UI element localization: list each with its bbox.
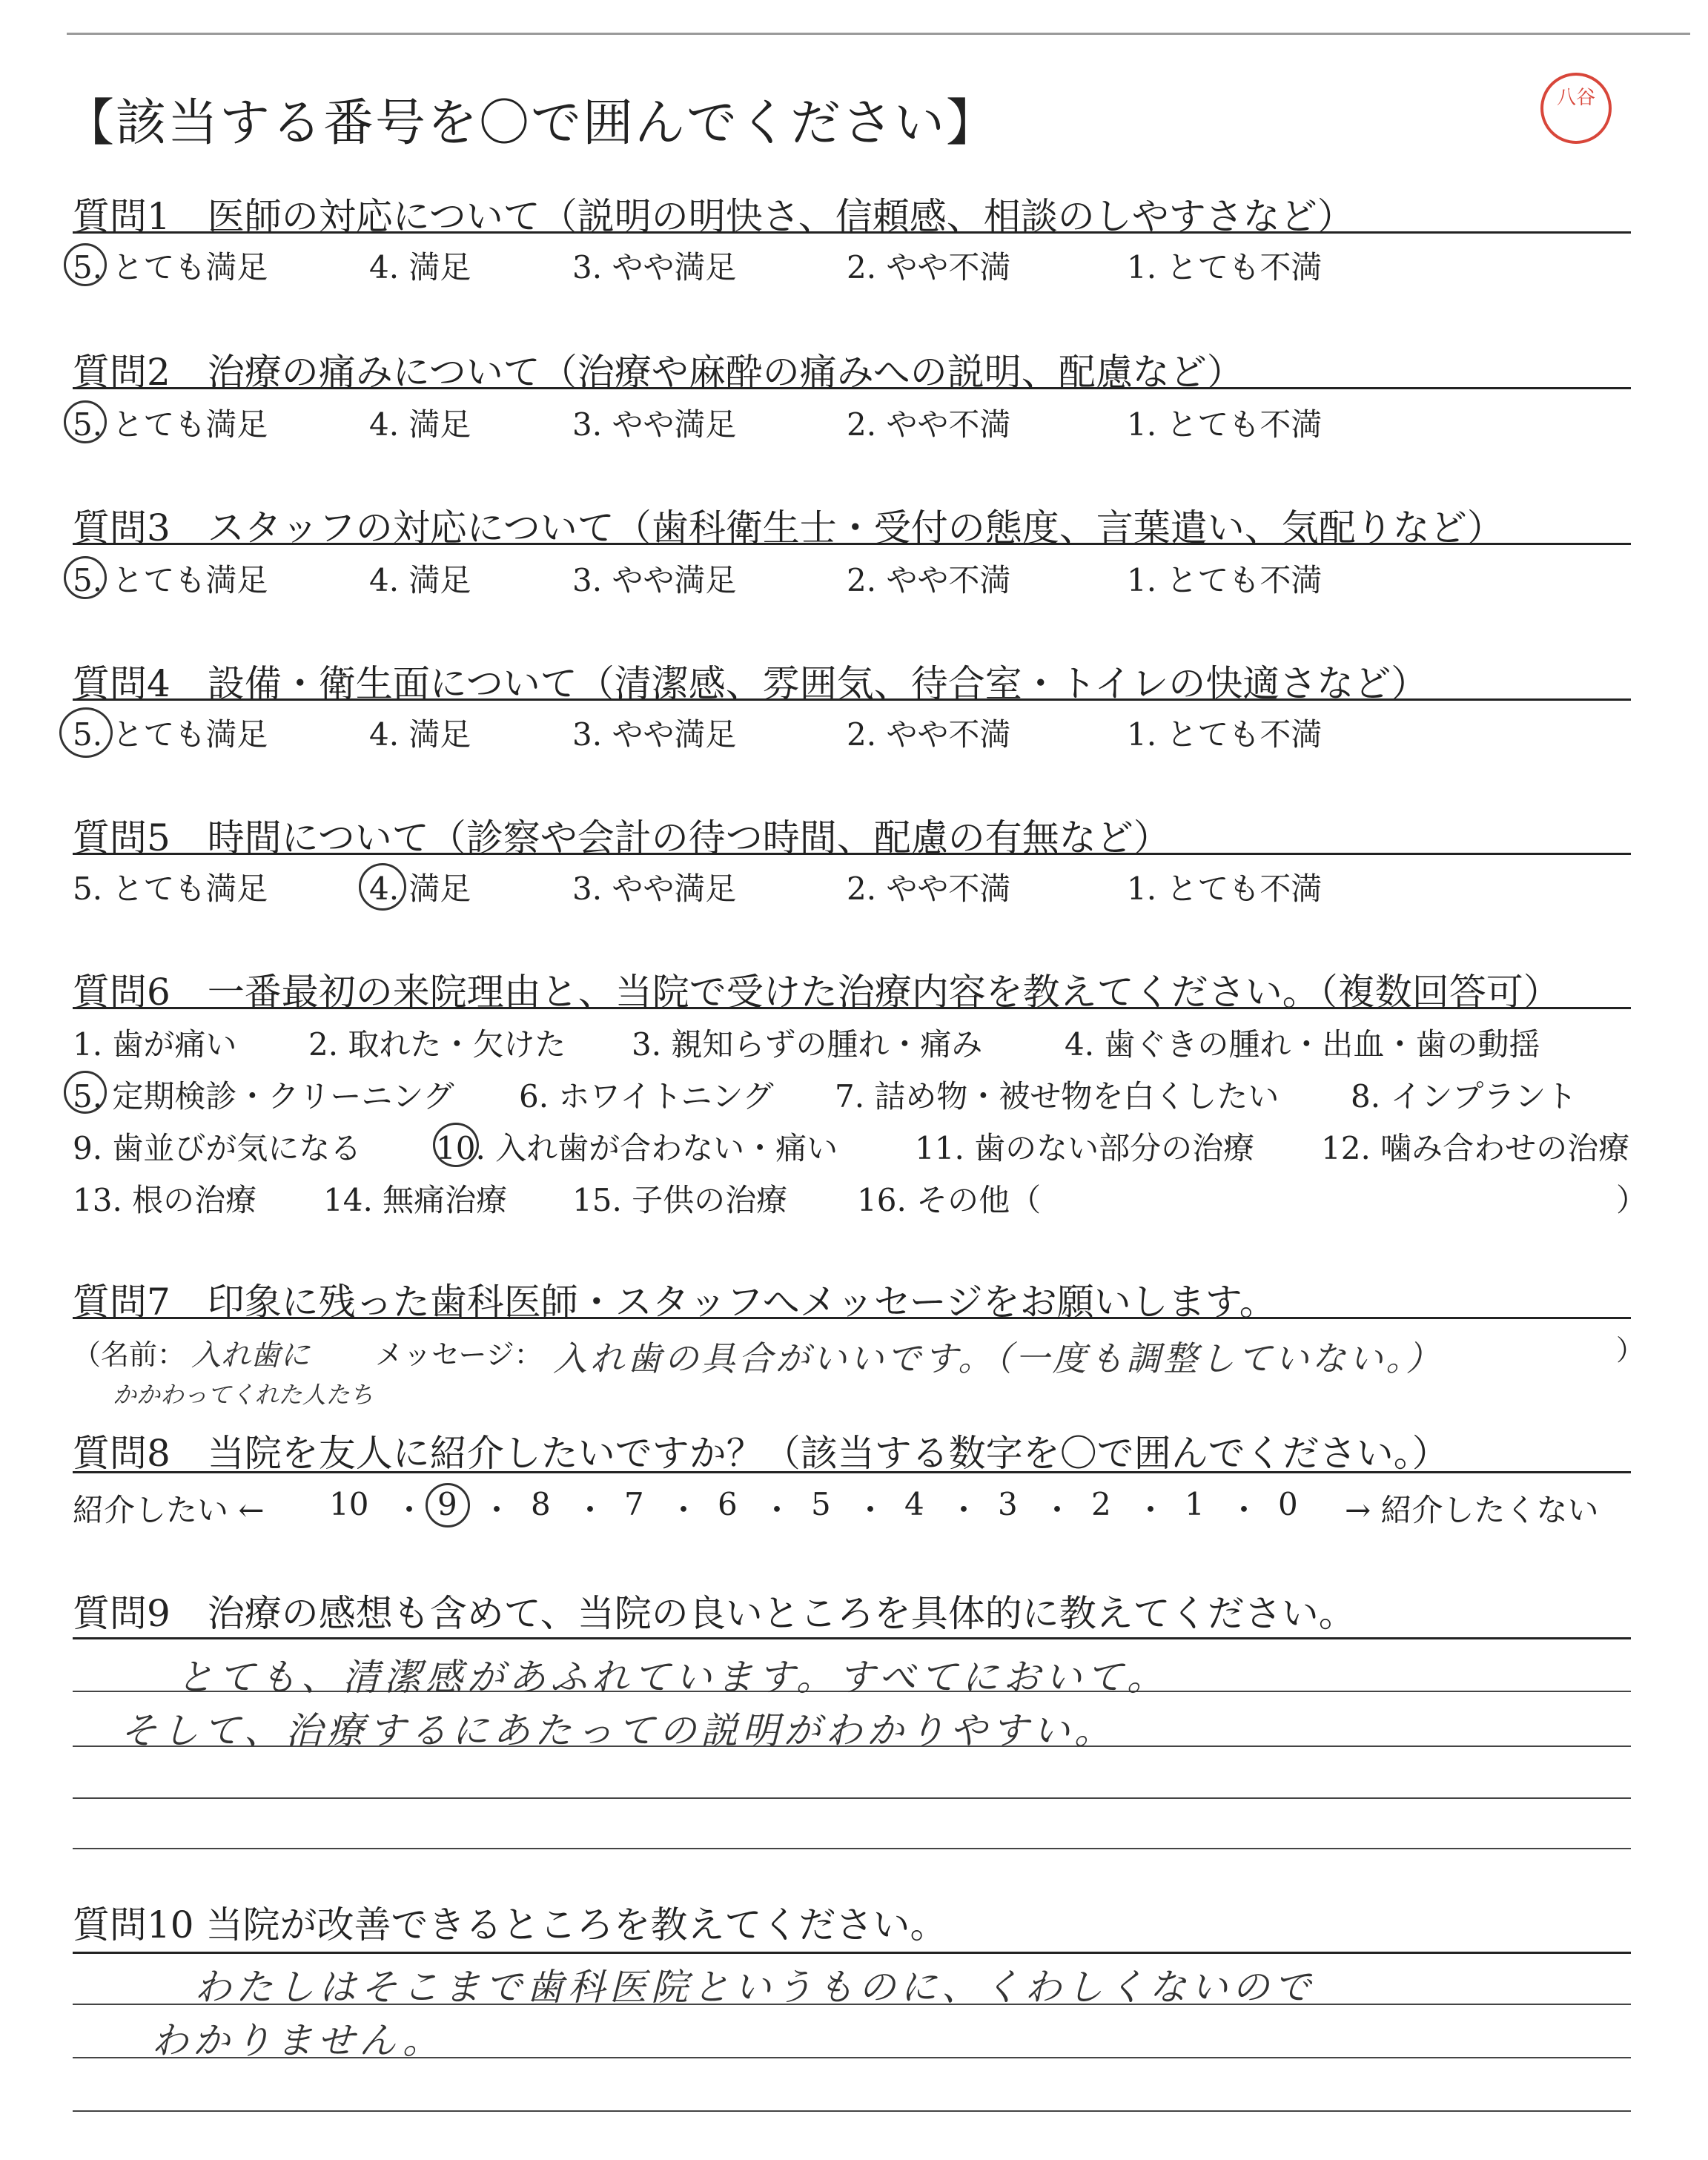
q3-selection-circle (64, 556, 107, 599)
q6-option-15[interactable]: 15. 子供の治療 (572, 1182, 788, 1218)
q9-answer-line-4 (73, 1848, 1631, 1849)
q6-option-5[interactable]: 5. 定期検診・クリーニング (73, 1078, 454, 1114)
question-2-rule (73, 387, 1631, 389)
q2-selection-circle (64, 400, 107, 443)
q6-option-2[interactable]: 2. 取れた・欠けた (308, 1026, 566, 1063)
q8-scale-0[interactable]: 0 (1278, 1486, 1298, 1522)
q9-handwritten-answer-2: そして、治療するにあたっての説明がわかりやすい。 (120, 1709, 1116, 1752)
question-3-title: 質問3 スタッフの対応について（歯科衛生士・受付の態度、言葉遣い、気配りなど） (73, 506, 1504, 549)
q10-handwritten-answer-1: わたしはそこまで歯科医院というものに、くわしくないので (194, 1966, 1315, 2009)
q7-name-handwritten-2: かかわってくれた人たち (113, 1381, 374, 1409)
approval-stamp: 八谷 (1540, 73, 1612, 144)
q7-close-paren: ） (1616, 1334, 1645, 1367)
q1-option-5[interactable]: 5. とても満足 (73, 249, 268, 285)
q7-message-label: メッセージ： (375, 1338, 543, 1371)
question-9-title: 質問9 治療の感想も含めて、当院の良いところを具体的に教えてください。 (73, 1592, 1356, 1635)
q8-right-label: → 紹介したくない (1345, 1492, 1599, 1528)
q10-handwritten-answer-2: わかりません。 (151, 2019, 444, 2062)
q4-option-4[interactable]: 4. 満足 (369, 716, 471, 753)
q1-option-2[interactable]: 2. やや不満 (847, 249, 1011, 285)
q8-scale-7[interactable]: 7 (624, 1486, 644, 1522)
question-10-title: 質問10 当院が改善できるところを教えてください。 (73, 1903, 947, 1946)
question-5-rule (73, 853, 1631, 855)
q4-option-5[interactable]: 5. とても満足 (73, 716, 268, 753)
q6-option-16[interactable]: 16. その他（ (857, 1182, 1042, 1218)
q6-option-14[interactable]: 14. 無痛治療 (323, 1182, 508, 1218)
q4-option-2[interactable]: 2. やや不満 (847, 716, 1011, 753)
q8-scale-3[interactable]: 3 (998, 1486, 1018, 1522)
q8-scale-1[interactable]: 1 (1185, 1486, 1205, 1522)
page-title: 【該当する番号を〇で囲んでください】 (64, 94, 999, 153)
q2-option-2[interactable]: 2. やや不満 (847, 406, 1011, 443)
question-6-title: 質問6 一番最初の来院理由と、当院で受けた治療内容を教えてください。（複数回答可） (73, 971, 1560, 1014)
question-9-rule (73, 1637, 1631, 1639)
q5-option-2[interactable]: 2. やや不満 (847, 871, 1011, 907)
q5-option-1[interactable]: 1. とても不満 (1127, 871, 1323, 907)
q8-scale-4[interactable]: 4 (904, 1486, 924, 1522)
question-8-rule (73, 1471, 1631, 1473)
q8-left-label: 紹介したい ← (73, 1492, 265, 1528)
q6-option-8[interactable]: 8. インプラント (1351, 1078, 1578, 1114)
question-1-rule (73, 231, 1631, 234)
q7-name-handwritten: 入れ歯に (191, 1338, 310, 1373)
q8-scale-6[interactable]: 6 (718, 1486, 738, 1522)
q3-option-2[interactable]: 2. やや不満 (847, 562, 1011, 598)
q9-handwritten-answer-1: とても、清潔感があふれています。すべてにおいて。 (176, 1656, 1168, 1699)
q10-answer-line-3 (73, 2110, 1631, 2112)
q8-scale-10[interactable]: 10 (329, 1486, 369, 1522)
q5-option-4[interactable]: 4. 満足 (369, 871, 471, 907)
q3-option-4[interactable]: 4. 満足 (369, 562, 471, 598)
q6-other-close-paren: ） (1616, 1182, 1648, 1218)
q8-scale-9[interactable]: 9 (437, 1486, 457, 1522)
q7-message-handwritten: 入れ歯の具合がいいです。（一度も調整していない。） (553, 1338, 1443, 1378)
q4-option-1[interactable]: 1. とても不満 (1127, 716, 1323, 753)
q6-option-4[interactable]: 4. 歯ぐきの腫れ・出血・歯の動揺 (1065, 1026, 1540, 1063)
q6-option-3[interactable]: 3. 親知らずの腫れ・痛み (632, 1026, 983, 1063)
question-4-rule (73, 698, 1631, 701)
q6-option-13[interactable]: 13. 根の治療 (73, 1182, 257, 1218)
q2-option-4[interactable]: 4. 満足 (369, 406, 471, 443)
q8-scale-5[interactable]: 5 (811, 1486, 831, 1522)
question-6-rule (73, 1007, 1631, 1009)
question-7-rule (73, 1317, 1631, 1319)
question-3-rule (73, 543, 1631, 545)
q3-option-3[interactable]: 3. やや満足 (572, 562, 737, 598)
q8-scale-8[interactable]: 8 (531, 1486, 551, 1522)
top-border (67, 33, 1690, 35)
question-7-title: 質問7 印象に残った歯科医師・スタッフへメッセージをお願いします。 (73, 1281, 1277, 1324)
q6-selection-circle-10 (433, 1123, 479, 1167)
q5-option-5[interactable]: 5. とても満足 (73, 871, 268, 907)
q6-option-7[interactable]: 7. 詰め物・被せ物を白くしたい (835, 1078, 1280, 1114)
q6-option-9[interactable]: 9. 歯並びが気になる (73, 1130, 362, 1166)
question-8-title: 質問8 当院を友人に紹介したいですか？（該当する数字を〇で囲んでください。） (73, 1432, 1449, 1475)
q1-selection-circle (64, 243, 107, 286)
q3-option-1[interactable]: 1. とても不満 (1127, 562, 1323, 598)
question-5-title: 質問5 時間について（診察や会計の待つ時間、配慮の有無など） (73, 816, 1171, 859)
question-4-title: 質問4 設備・衛生面について（清潔感、雰囲気、待合室・トイレの快適さなど） (73, 662, 1429, 705)
question-2-title: 質問2 治療の痛みについて（治療や麻酔の痛みへの説明、配慮など） (73, 351, 1244, 394)
q6-option-12[interactable]: 12. 噛み合わせの治療 (1321, 1130, 1630, 1166)
q7-name-label: （名前： (73, 1338, 186, 1371)
q4-option-3[interactable]: 3. やや満足 (572, 716, 737, 753)
q5-selection-circle (359, 863, 406, 911)
q8-scale-2[interactable]: 2 (1091, 1486, 1111, 1522)
question-1-title: 質問1 医師の対応について（説明の明快さ、信頼感、相談のしやすさなど） (73, 195, 1354, 238)
q1-option-3[interactable]: 3. やや満足 (572, 249, 737, 285)
q2-option-3[interactable]: 3. やや満足 (572, 406, 737, 443)
q1-option-4[interactable]: 4. 満足 (369, 249, 471, 285)
q6-option-11[interactable]: 11. 歯のない部分の治療 (915, 1130, 1255, 1166)
q8-selection-circle (426, 1483, 470, 1527)
q6-selection-circle-5 (64, 1071, 107, 1114)
q2-option-1[interactable]: 1. とても不満 (1127, 406, 1323, 443)
q9-answer-line-3 (73, 1797, 1631, 1799)
question-10-rule (73, 1952, 1631, 1954)
q5-option-3[interactable]: 3. やや満足 (572, 871, 737, 907)
q6-option-10[interactable]: 10. 入れ歯が合わない・痛い (436, 1130, 838, 1166)
q2-option-5[interactable]: 5. とても満足 (73, 406, 268, 443)
q1-option-1[interactable]: 1. とても不満 (1127, 249, 1323, 285)
q6-option-1[interactable]: 1. 歯が痛い (73, 1026, 237, 1063)
q3-option-5[interactable]: 5. とても満足 (73, 562, 268, 598)
q6-option-6[interactable]: 6. ホワイトニング (519, 1078, 774, 1114)
q4-selection-circle (59, 707, 113, 758)
